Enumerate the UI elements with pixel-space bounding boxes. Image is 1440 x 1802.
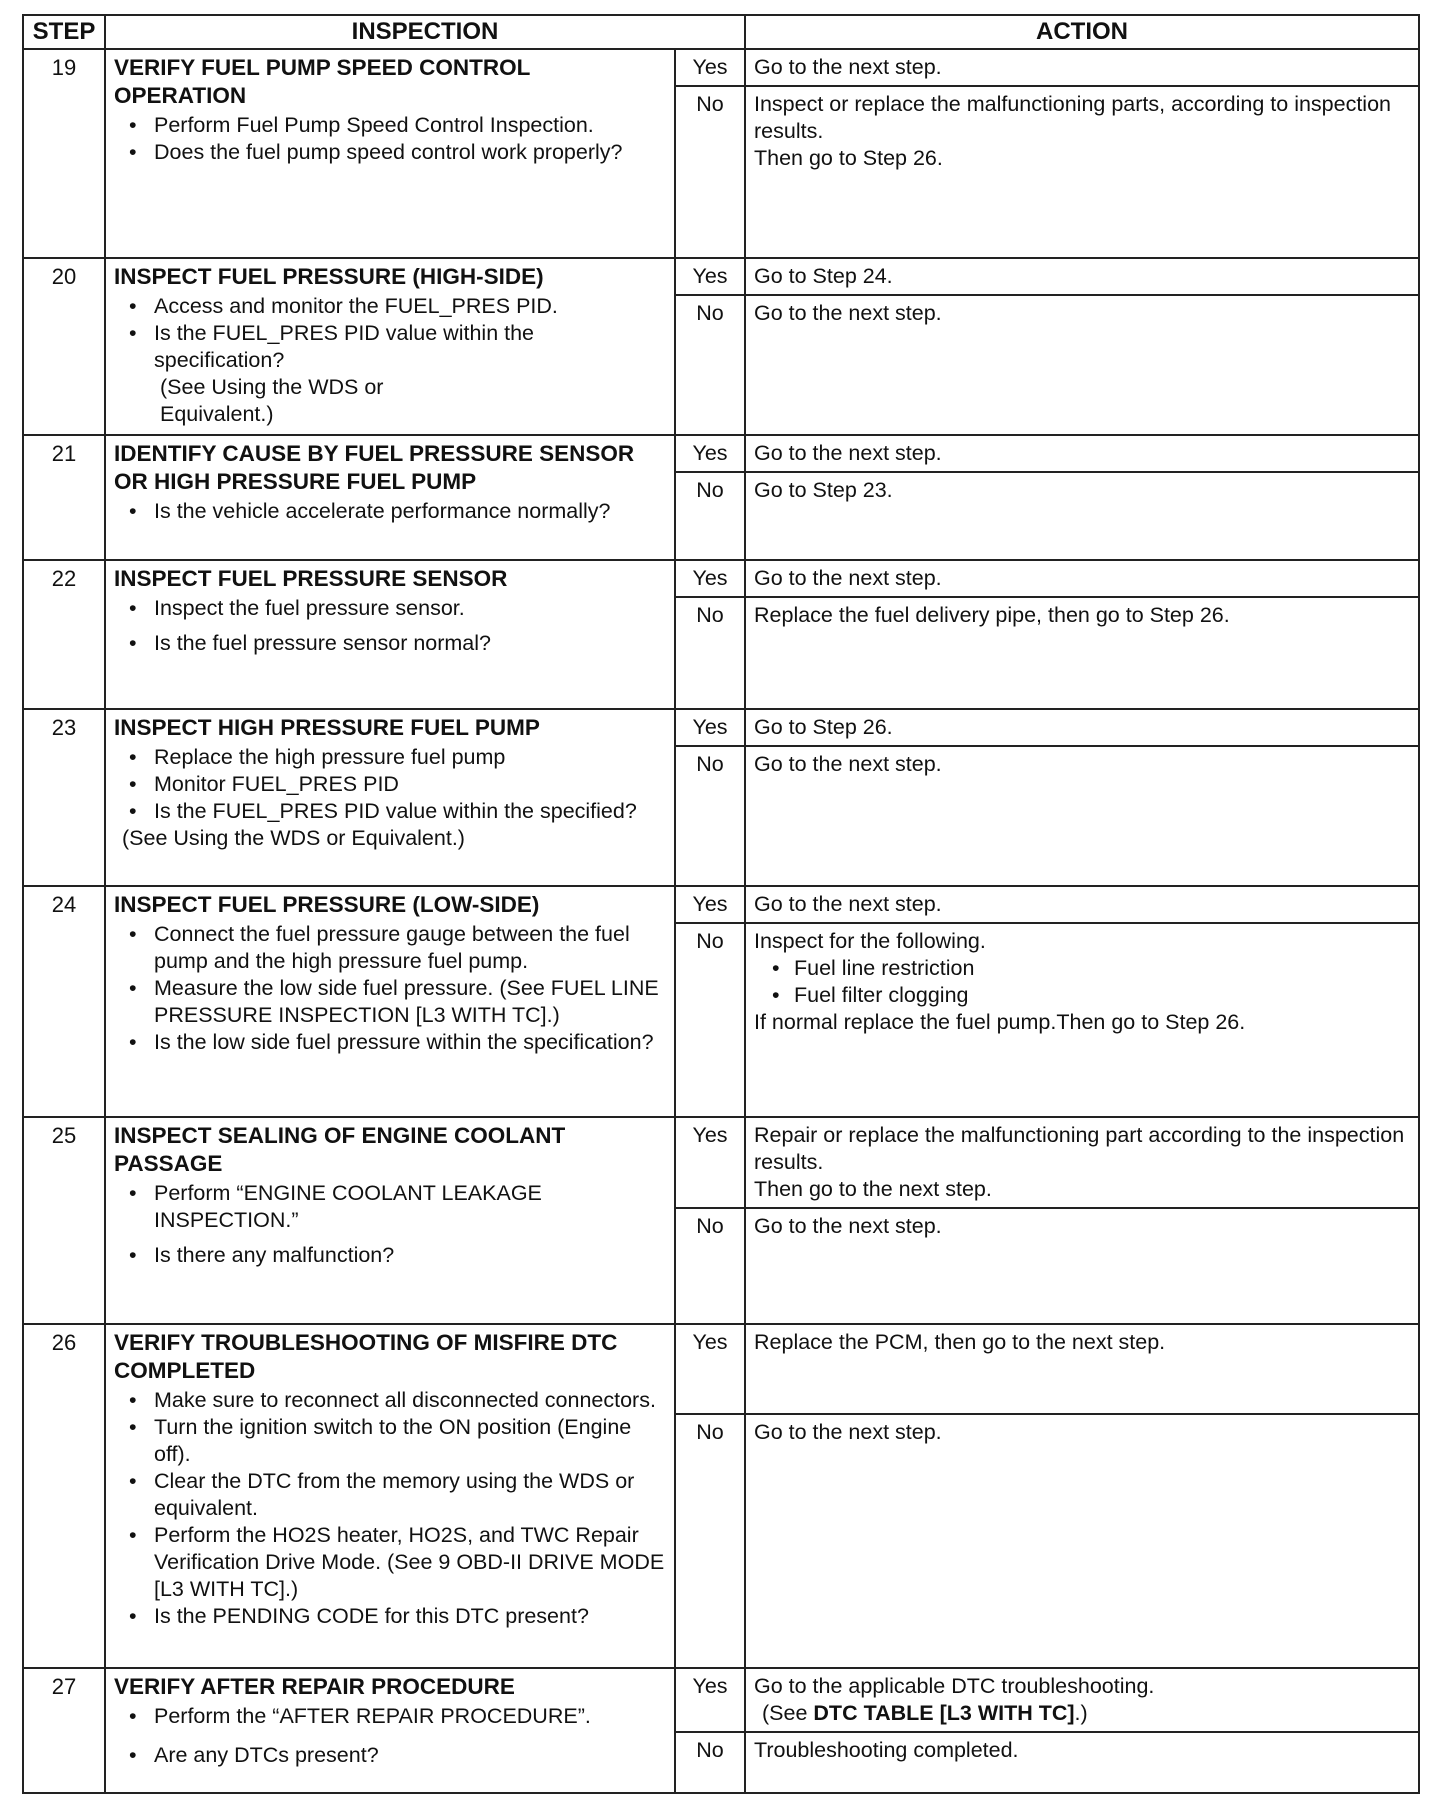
inspection-title: IDENTIFY CAUSE BY FUEL PRESSURE SENSOR OR HIGH PRESSURE FUEL PUMP — [114, 441, 635, 494]
troubleshooting-table — [22, 14, 1420, 1794]
inspection-bullet: • Access and monitor the FUEL_PRES PID. — [154, 293, 666, 320]
yes-action — [745, 1117, 1419, 1208]
inspection-cell — [105, 1324, 675, 1668]
dtc-table-link[interactable]: DTC TABLE [L3 WITH TC] — [813, 1701, 1075, 1725]
no-label: No — [675, 1732, 745, 1793]
step-number: 20 — [23, 258, 105, 435]
step-22-yes-row — [23, 560, 1419, 597]
inspection-cell — [105, 258, 675, 435]
inspection-title: INSPECT HIGH PRESSURE FUEL PUMP — [114, 715, 540, 740]
no-label: No — [675, 295, 745, 435]
no-label: No — [675, 923, 745, 1117]
inspection-bullet: • Is the vehicle accelerate performance normally? — [154, 498, 666, 525]
inspection-cell — [105, 1668, 675, 1793]
inspection-title: VERIFY AFTER REPAIR PROCEDURE — [114, 1674, 515, 1699]
inspection-bullet — [154, 320, 666, 428]
yes-label: Yes — [675, 49, 745, 86]
action-line: Go to the next step. — [754, 892, 942, 916]
inspection-bullet: • Is there any malfunction? — [154, 1242, 666, 1269]
no-label: No — [675, 86, 745, 258]
yes-label: Yes — [675, 886, 745, 923]
step-number: 24 — [23, 886, 105, 1117]
inspection-bullet: • Is the low side fuel pressure within the specification? — [154, 1029, 666, 1056]
yes-action — [745, 49, 1419, 86]
step-26-yes-row — [23, 1324, 1419, 1414]
step-number: 22 — [23, 560, 105, 709]
yes-label: Yes — [675, 435, 745, 472]
no-action — [745, 86, 1419, 258]
action-line: Go to the next step. — [754, 1214, 942, 1238]
inspection-title: INSPECT FUEL PRESSURE (LOW-SIDE) — [114, 892, 540, 917]
action-line: Replace the fuel delivery pipe, then go to Step 26. — [754, 603, 1230, 627]
action-line: Repair or replace the malfunctioning part according to the inspection results. — [754, 1123, 1405, 1174]
inspection-note: (See Using the WDS or Equivalent.) — [160, 375, 384, 426]
action-line: Inspect or replace the malfunctioning parts, according to inspection results. — [754, 92, 1392, 143]
action-line: Go to the next step. — [754, 441, 942, 465]
action-line: Go to the next step. — [754, 301, 942, 325]
yes-label: Yes — [675, 1668, 745, 1732]
step-number: 27 — [23, 1668, 105, 1793]
inspection-cell — [105, 49, 675, 258]
yes-action — [745, 886, 1419, 923]
inspection-bullet: • Inspect the fuel pressure sensor. — [154, 595, 666, 622]
inspection-bullet: • Perform the HO2S heater, HO2S, and TWC Repair Verification Drive Mode. (See 9 OBD-II DRIVE MODE [L3 WITH TC].) — [154, 1522, 666, 1603]
no-action — [745, 597, 1419, 709]
action-line: Go to Step 26. — [754, 715, 893, 739]
header-action: ACTION — [745, 15, 1419, 49]
yes-action — [745, 1668, 1419, 1732]
inspection-cell — [105, 435, 675, 560]
no-action — [745, 1208, 1419, 1324]
inspection-bullet: • Are any DTCs present? — [154, 1742, 666, 1769]
action-line: Go to the next step. — [754, 55, 942, 79]
yes-action — [745, 709, 1419, 746]
inspection-title: INSPECT FUEL PRESSURE SENSOR — [114, 566, 508, 591]
no-label: No — [675, 746, 745, 886]
inspection-bullet: • Perform “ENGINE COOLANT LEAKAGE INSPECTION.” — [154, 1180, 666, 1234]
inspection-bullet: • Measure the low side fuel pressure. (See FUEL LINE PRESSURE INSPECTION [L3 WITH TC].) — [154, 975, 666, 1029]
no-action — [745, 1414, 1419, 1668]
step-number: 25 — [23, 1117, 105, 1324]
yes-action — [745, 258, 1419, 295]
yes-action — [745, 435, 1419, 472]
step-20-yes-row — [23, 258, 1419, 295]
inspection-cell — [105, 1117, 675, 1324]
inspection-bullet: • Perform the “AFTER REPAIR PROCEDURE”. — [154, 1703, 666, 1730]
action-line: Then go to the next step. — [754, 1177, 992, 1201]
action-line: Inspect for the following. — [754, 929, 986, 953]
yes-label: Yes — [675, 709, 745, 746]
bullet-text: Is the FUEL_PRES PID value within the specification? — [154, 321, 535, 372]
yes-action — [745, 560, 1419, 597]
yes-label: Yes — [675, 1117, 745, 1208]
yes-label: Yes — [675, 1324, 745, 1414]
no-label: No — [675, 1414, 745, 1668]
inspection-bullet: • Replace the high pressure fuel pump — [154, 744, 666, 771]
inspection-bullet: • Is the FUEL_PRES PID value within the specified? — [154, 798, 666, 825]
inspection-title: INSPECT SEALING OF ENGINE COOLANT PASSAGE — [114, 1123, 566, 1176]
action-line: Go to Step 23. — [754, 478, 893, 502]
inspection-note: (See Using the WDS or Equivalent.) — [122, 826, 465, 850]
action-line: Replace the PCM, then go to the next step. — [754, 1330, 1166, 1354]
no-label: No — [675, 472, 745, 560]
action-line: Go to the next step. — [754, 566, 942, 590]
inspection-title: VERIFY TROUBLESHOOTING OF MISFIRE DTC COMPLETED — [114, 1330, 618, 1383]
inspection-title: INSPECT FUEL PRESSURE (HIGH-SIDE) — [114, 264, 544, 289]
header-step: STEP — [23, 15, 105, 49]
no-label: No — [675, 597, 745, 709]
inspection-bullet: • Does the fuel pump speed control work properly? — [154, 139, 666, 166]
see-text: (See — [762, 1701, 808, 1725]
header-inspection: INSPECTION — [105, 15, 745, 49]
see-end: .) — [1074, 1701, 1088, 1725]
step-number: 19 — [23, 49, 105, 258]
step-21-yes-row — [23, 435, 1419, 472]
step-19-yes-row — [23, 49, 1419, 86]
no-action — [745, 295, 1419, 435]
action-line: Go to Step 24. — [754, 264, 893, 288]
no-action — [745, 923, 1419, 1117]
action-line: Go to the applicable DTC troubleshooting. — [754, 1674, 1155, 1698]
step-24-yes-row — [23, 886, 1419, 923]
no-action — [745, 746, 1419, 886]
action-line: Go to the next step. — [754, 752, 942, 776]
inspection-bullet: • Monitor FUEL_PRES PID — [154, 771, 666, 798]
step-27-yes-row — [23, 1668, 1419, 1732]
action-bullet: • Fuel line restriction — [794, 955, 1410, 982]
step-number: 23 — [23, 709, 105, 886]
inspection-cell — [105, 560, 675, 709]
action-line: Go to the next step. — [754, 1420, 942, 1444]
no-action — [745, 472, 1419, 560]
inspection-bullet: • Connect the fuel pressure gauge between the fuel pump and the high pressure fuel pump. — [154, 921, 666, 975]
step-number: 21 — [23, 435, 105, 560]
header-row — [23, 15, 1419, 49]
no-label: No — [675, 1208, 745, 1324]
action-bullet: • Fuel filter clogging — [794, 982, 1410, 1009]
action-line: Then go to Step 26. — [754, 146, 943, 170]
step-23-yes-row — [23, 709, 1419, 746]
inspection-cell — [105, 709, 675, 886]
inspection-bullet: • Perform Fuel Pump Speed Control Inspection. — [154, 112, 666, 139]
yes-action — [745, 1324, 1419, 1414]
inspection-cell — [105, 886, 675, 1117]
inspection-bullet: • Make sure to reconnect all disconnected connectors. — [154, 1387, 666, 1414]
step-number: 26 — [23, 1324, 105, 1668]
action-line: Troubleshooting completed. — [754, 1738, 1019, 1762]
inspection-bullet: • Is the PENDING CODE for this DTC present? — [154, 1603, 666, 1630]
inspection-bullet: • Is the fuel pressure sensor normal? — [154, 630, 666, 657]
action-line — [754, 1700, 1410, 1727]
action-line: If normal replace the fuel pump.Then go to Step 26. — [754, 1010, 1246, 1034]
step-25-yes-row — [23, 1117, 1419, 1208]
inspection-bullet: • Turn the ignition switch to the ON position (Engine off). — [154, 1414, 666, 1468]
yes-label: Yes — [675, 560, 745, 597]
inspection-bullet: • Clear the DTC from the memory using the WDS or equivalent. — [154, 1468, 666, 1522]
inspection-title: VERIFY FUEL PUMP SPEED CONTROL OPERATION — [114, 55, 530, 108]
no-action — [745, 1732, 1419, 1793]
yes-label: Yes — [675, 258, 745, 295]
